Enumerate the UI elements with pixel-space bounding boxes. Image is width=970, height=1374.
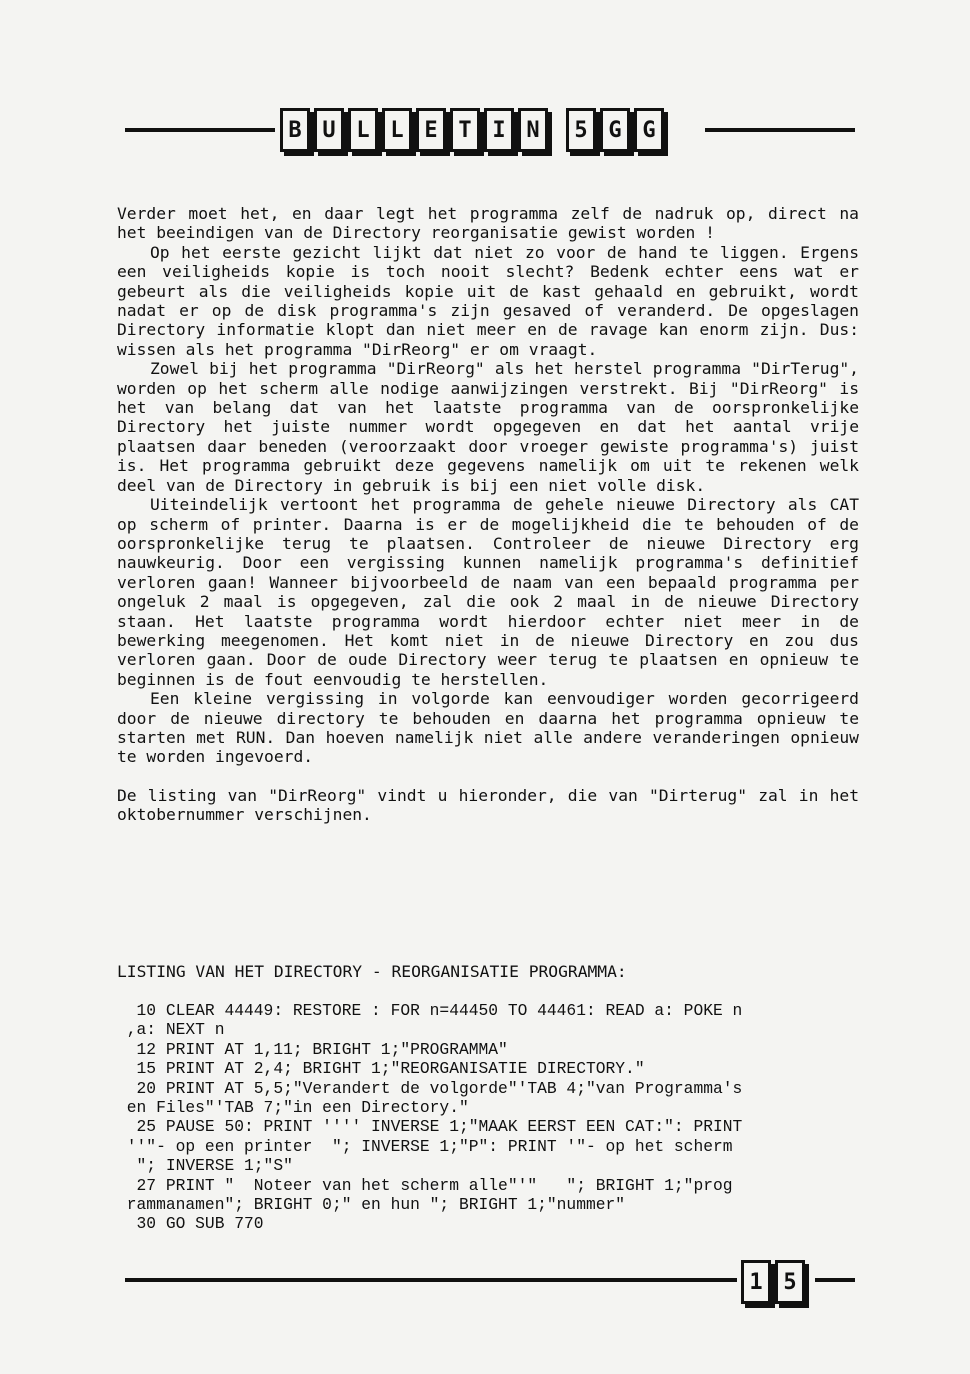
page-number-digit: 5 bbox=[775, 1260, 805, 1304]
footer-rule-right bbox=[815, 1278, 855, 1282]
listing-line: 10 CLEAR 44449: RESTORE : FOR n=44450 TO 44461: READ a: POKE n bbox=[117, 1001, 743, 1020]
listing-line: 27 PRINT " Noteer van het scherm alle"'" "; BRIGHT 1;"prog bbox=[117, 1175, 733, 1195]
paragraph: Op het eerste gezicht lijkt dat niet zo voor de hand te liggen. Ergens een veiligheids kopie is toch nooit slecht? Bedenk echter eens wat er gebeurt als die veiligheids kopie uit de kast gehaald en gebruikt, wordt nadat er op de disk programma's zijn gesaved of veranderd. De opgeslagen Directory informatie klopt dan niet meer en de ravage kan enorm zijn. Dus: wissen als het programma "DirReorg" er om vraagt. bbox=[117, 242, 859, 359]
paragraph: De listing van "DirReorg" vindt u hieronder, die van "Dirterug" zal in het oktobernummer verschijnen. bbox=[117, 785, 859, 825]
header-rule-right bbox=[705, 128, 855, 132]
logo-letter: L bbox=[348, 108, 378, 152]
paragraph: Uiteindelijk vertoont het programma de gehele nieuwe Directory als CAT op scherm of printer. Daarna is er de mogelijkheid die te behouden of de oorspronkelijke terug te plaatsen. Controleer de nieuwe Directory erg nauwkeurig. Door een vergissing kunnen namelijk programma's definitief verloren gaan! Wanneer bijvoorbeeld de naam van een bepaald programma per ongeluk 2 maal is opgegeven, zal die ook 2 maal in de nieuwe Directory staan. Het laatste programma wordt hierdoor echter niet meer in de bewerking meegenomen. Het komt niet in de nieuwe Directory en zou dus verloren gaan. Door de oude Directory weer terug te plaatsen en opnieuw te beginnen is de fout eenvoudig te herstellen. bbox=[117, 495, 859, 689]
logo-letter: U bbox=[314, 108, 344, 152]
logo-code-letter: G bbox=[634, 108, 664, 152]
listing-line: "; INVERSE 1;"S" bbox=[117, 1156, 293, 1176]
bulletin-header bbox=[125, 108, 855, 158]
listing-line: ''"- op een printer "; INVERSE 1;"P": PRINT '"- op het scherm bbox=[117, 1136, 733, 1156]
listing-line: rammanamen"; BRIGHT 0;" en hun "; BRIGHT 1;"nummer" bbox=[117, 1195, 626, 1215]
logo-letter: B bbox=[280, 108, 310, 152]
logo-letter: I bbox=[484, 108, 514, 152]
page-footer bbox=[125, 1258, 855, 1308]
bulletin-logo bbox=[280, 108, 668, 156]
paragraph: Een kleine vergissing in volgorde kan eenvoudiger worden gecorrigeerd door de nieuwe directory te behouden en daarna het programma opnieuw te starten met RUN. Dan hoeven namelijk niet alle andere veranderingen opnieuw te worden ingevoerd. bbox=[117, 689, 859, 767]
paragraph: Verder moet het, en daar legt het programma zelf de nadruk op, direct na het beeindigen van de Directory reorganisatie gewist worden ! bbox=[117, 204, 859, 243]
logo-code-letter: 5 bbox=[566, 108, 596, 152]
page-number bbox=[741, 1260, 809, 1304]
listing-line: 15 PRINT AT 2,4; BRIGHT 1;"REORGANISATIE DIRECTORY." bbox=[117, 1059, 645, 1079]
listing-title: LISTING VAN HET DIRECTORY - REORGANISATIE PROGRAMMA: bbox=[117, 962, 627, 981]
logo-letter: L bbox=[382, 108, 412, 152]
logo-code-letter: G bbox=[600, 108, 630, 152]
logo-letter: T bbox=[450, 108, 480, 152]
footer-rule bbox=[125, 1278, 737, 1282]
paragraph: Zowel bij het programma "DirReorg" als het herstel programma "DirTerug", worden op het scherm alle nodige aanwijzingen verstrekt. Bij "DirReorg" is het van belang dat van het laatste programma van de oorspronkelijke Directory het juiste nummer wordt opgegeven en dat het aantal vrije plaatsen daar beneden (veroorzaakt door vroeger gewiste programma's) juist is. Het programma gebruikt deze gegevens namelijk om uit te rekenen welk deel van de Directory in gebruik is bij een niet volle disk. bbox=[117, 359, 859, 495]
basic-listing bbox=[117, 1001, 859, 1234]
logo-letter: E bbox=[416, 108, 446, 152]
logo-letter: N bbox=[518, 108, 548, 152]
article-body bbox=[117, 204, 859, 825]
listing-line: ,a: NEXT n bbox=[117, 1020, 225, 1040]
page-number-digit: 1 bbox=[741, 1260, 771, 1304]
listing-line: 30 GO SUB 770 bbox=[117, 1214, 264, 1234]
listing-line: en Files"'TAB 7;"in een Directory." bbox=[117, 1098, 469, 1118]
listing-line: 25 PAUSE 50: PRINT '''' INVERSE 1;"MAAK EERST EEN CAT:": PRINT bbox=[117, 1117, 743, 1137]
header-rule-left bbox=[125, 128, 275, 132]
listing-line: 20 PRINT AT 5,5;"Verandert de volgorde"'TAB 4;"van Programma's bbox=[117, 1078, 743, 1098]
listing-line: 12 PRINT AT 1,11; BRIGHT 1;"PROGRAMMA" bbox=[117, 1039, 508, 1059]
